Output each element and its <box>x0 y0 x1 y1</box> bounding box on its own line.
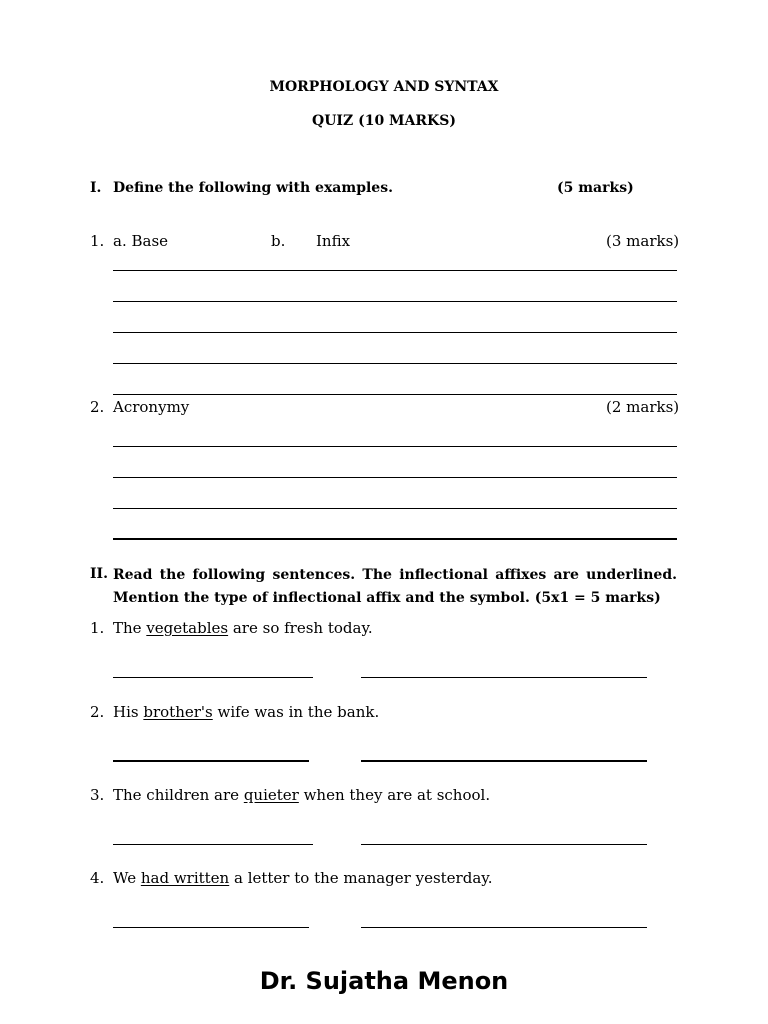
section-2-numeral: II. <box>90 566 108 582</box>
answer-line[interactable] <box>113 394 677 395</box>
section-1-numeral: I. <box>90 180 102 196</box>
answer-line[interactable] <box>113 446 677 447</box>
question-1-part-a: a. Base <box>113 232 169 250</box>
affix-type-answer-line[interactable] <box>113 927 309 928</box>
sentence-text: are so fresh today. <box>228 619 373 637</box>
answer-line[interactable] <box>113 508 677 509</box>
question-1-marks: (3 marks) <box>606 232 680 250</box>
sentence-text: The children are <box>113 786 244 804</box>
question-2-label: Acronymy <box>113 398 190 416</box>
affix-symbol-answer-line[interactable] <box>361 760 647 762</box>
sentence-4-number: 4. <box>90 869 105 887</box>
page-subtitle: QUIZ (10 MARKS) <box>312 113 456 129</box>
section-1-instruction: Define the following with examples. <box>113 180 393 196</box>
sentence-1-number: 1. <box>90 619 105 637</box>
author-name: Dr. Sujatha Menon <box>259 967 509 995</box>
answer-line[interactable] <box>113 301 677 302</box>
sentence-text: a letter to the manager yesterday. <box>229 869 493 887</box>
affix-symbol-answer-line[interactable] <box>361 927 647 928</box>
affix-type-answer-line[interactable] <box>113 844 313 845</box>
sentence-text: when they are at school. <box>298 786 491 804</box>
affix-symbol-answer-line[interactable] <box>361 844 647 845</box>
answer-line[interactable] <box>113 363 677 364</box>
page-title: MORPHOLOGY AND SYNTAX <box>269 79 499 95</box>
inflectional-affix: vegetables <box>146 619 229 637</box>
question-2-marks: (2 marks) <box>606 398 680 416</box>
section-1-marks: (5 marks) <box>557 180 634 196</box>
answer-line[interactable] <box>113 270 677 271</box>
question-1-part-b: Infix <box>316 232 351 250</box>
sentence-text: We <box>113 869 141 887</box>
inflectional-affix: brother's <box>143 703 213 721</box>
sentence-text: wife was in the bank. <box>212 703 380 721</box>
affix-symbol-answer-line[interactable] <box>361 677 647 678</box>
section-2-instruction: Read the following sentences. The inflectional affixes are underlined. Mention the type of inflectional affix and the symbol. (5x1 = 5 marks) <box>113 567 677 606</box>
sentence-1 <box>113 619 373 637</box>
inflectional-affix: quieter <box>243 786 299 804</box>
answer-line[interactable] <box>113 477 677 478</box>
sentence-2 <box>113 703 379 721</box>
inflectional-affix: had written <box>140 869 230 887</box>
sentence-3-number: 3. <box>90 786 105 804</box>
sentence-2-number: 2. <box>90 703 105 721</box>
answer-line[interactable] <box>113 332 677 333</box>
sentence-text: His <box>113 703 144 721</box>
question-1-part-b-letter: b. <box>271 232 286 250</box>
affix-type-answer-line[interactable] <box>113 760 309 762</box>
affix-type-answer-line[interactable] <box>113 677 313 678</box>
sentence-4 <box>113 869 493 887</box>
question-2-number: 2. <box>90 398 105 416</box>
question-1-number: 1. <box>90 232 105 250</box>
sentence-3 <box>113 786 490 804</box>
answer-line[interactable] <box>113 538 677 540</box>
sentence-text: The <box>113 619 147 637</box>
